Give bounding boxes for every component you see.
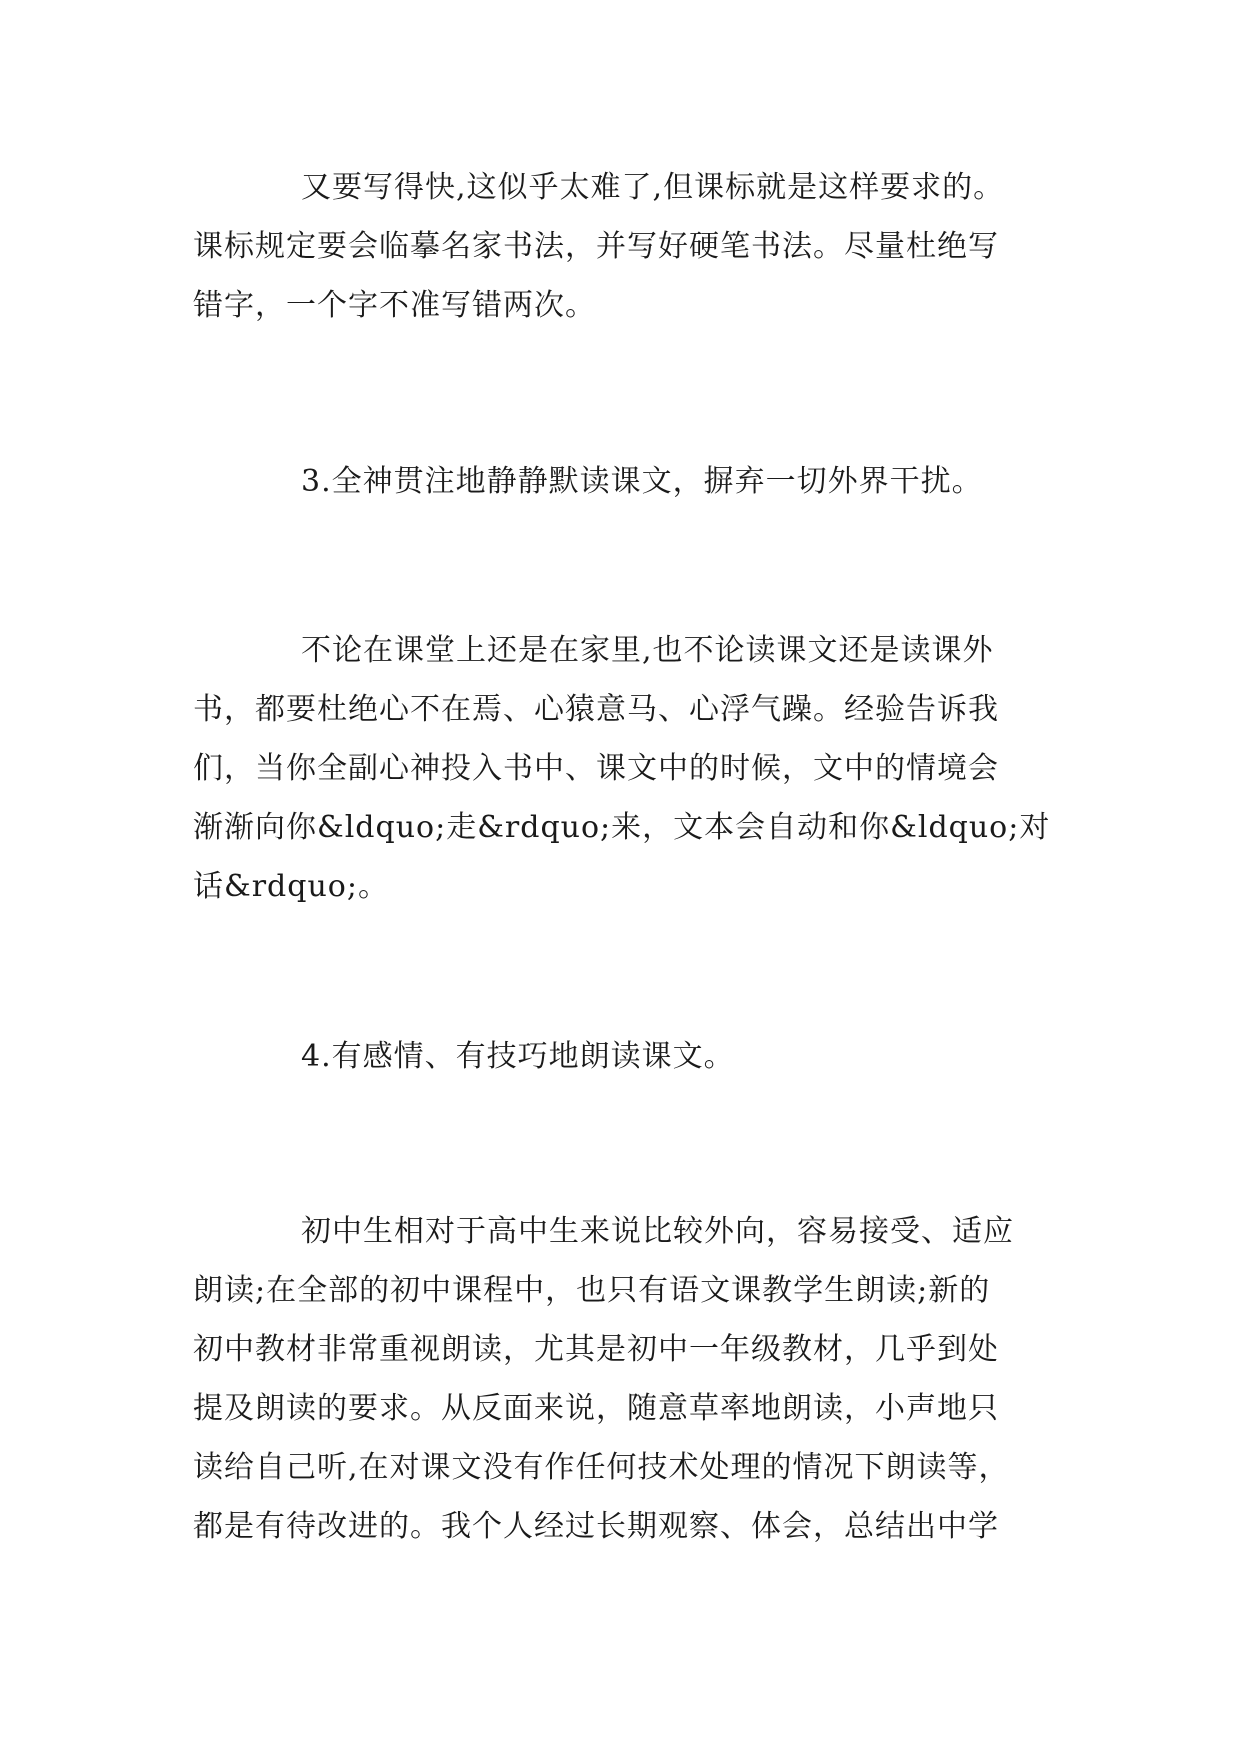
text-line: 课标规定要会临摹名家书法，并写好硬笔书法。尽量杜绝写: [193, 229, 999, 264]
text-line: 渐渐向你&ldquo;走&rdquo;来，文本会自动和你&ldquo;对: [193, 810, 1051, 845]
text-line: 初中教材非常重视朗读，尤其是初中一年级教材，几乎到处: [193, 1332, 999, 1367]
text-line: 又要写得快,这似乎太难了,但课标就是这样要求的。: [301, 170, 1005, 205]
text-line: 不论在课堂上还是在家里,也不论读课文还是读课外: [301, 633, 994, 668]
paragraph-silent-reading: [193, 621, 1063, 916]
text-line: 4.有感情、有技巧地朗读课文。: [301, 1039, 735, 1074]
text-line: 朗读;在全部的初中课程中，也只有语文课教学生朗读;新的: [193, 1273, 991, 1308]
text-line: 3.全神贯注地静静默读课文，摒弃一切外界干扰。: [301, 464, 983, 499]
text-line: 话&rdquo;。: [193, 869, 389, 904]
text-line: 提及朗读的要求。从反面来说，随意草率地朗读，小声地只: [193, 1391, 999, 1426]
heading-item-4: [193, 1027, 1063, 1086]
text-line: 读给自己听,在对课文没有作任何技术处理的情况下朗读等，: [193, 1450, 1010, 1485]
paragraph-reading-aloud: [193, 1202, 1063, 1556]
paragraph-handwriting-requirements: [193, 158, 1063, 335]
text-line: 们，当你全副心神投入书中、课文中的时候，文中的情境会: [193, 751, 999, 786]
heading-item-3: [193, 452, 1063, 511]
text-line: 都是有待改进的。我个人经过长期观察、体会，总结出中学: [193, 1509, 999, 1544]
text-line: 书，都要杜绝心不在焉、心猿意马、心浮气躁。经验告诉我: [193, 692, 999, 727]
text-line: 初中生相对于高中生来说比较外向，容易接受、适应: [301, 1214, 1014, 1249]
text-line: 错字，一个字不准写错两次。: [193, 288, 596, 323]
